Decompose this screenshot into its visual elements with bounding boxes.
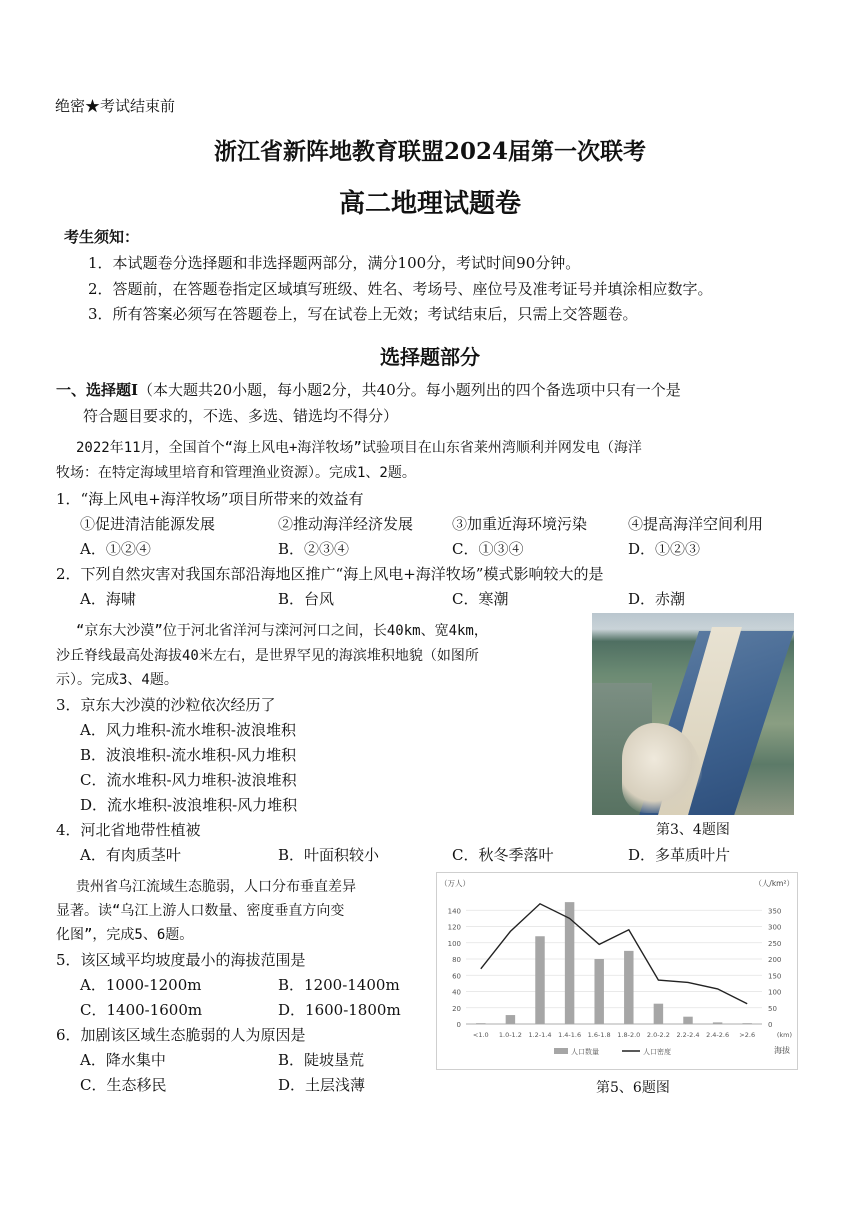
q1-option-c[interactable]: C．①③④ xyxy=(452,540,524,558)
q4-option-d[interactable]: D．多革质叶片 xyxy=(628,846,731,864)
right-axis-unit: （人/km²） xyxy=(754,879,794,888)
left-tick-label: 100 xyxy=(447,939,461,948)
x-tick-label: 1.6-1.8 xyxy=(587,1031,611,1039)
part1-heading-line xyxy=(56,379,681,400)
notice-heading: 考生须知： xyxy=(64,228,140,246)
passage3-line: 化图”，完成5、6题。 xyxy=(56,927,194,943)
x-tick-label: 1.2-1.4 xyxy=(528,1031,552,1039)
chart-caption: 第5、6题图 xyxy=(596,1080,670,1096)
q1-item: ④提高海洋空间利用 xyxy=(628,515,764,533)
q1-option-d[interactable]: D．①②③ xyxy=(628,540,701,558)
q6-option-d[interactable]: D．土层浅薄 xyxy=(278,1076,366,1094)
x-tick-label: 2.4-2.6 xyxy=(706,1031,730,1039)
passage2-line: “京东大沙漠”位于河北省洋河与滦河河口之间，长40km、宽4km， xyxy=(76,623,488,639)
bar-population xyxy=(683,1017,692,1024)
left-tick-label: 80 xyxy=(452,956,461,964)
q1-stem: 1．“海上风电+海洋牧场”项目所带来的效益有 xyxy=(56,490,364,508)
passage3-line: 显著。读“乌江上游人口数量、密度垂直方向变 xyxy=(56,903,345,919)
left-tick-label: 20 xyxy=(452,1004,461,1013)
q3-stem: 3．京东大沙漠的沙粒依次经历了 xyxy=(56,696,276,714)
right-tick-label: 200 xyxy=(768,956,782,964)
legend-swatch-bar xyxy=(554,1048,568,1054)
q5-option-a[interactable]: A．1000-1200m xyxy=(80,976,202,994)
q5-stem: 5．该区域平均坡度最小的海拔范围是 xyxy=(56,951,306,969)
left-tick-label: 140 xyxy=(447,907,461,916)
population-chart xyxy=(436,872,798,1070)
bar-population xyxy=(594,959,603,1024)
q4-option-c[interactable]: C．秋冬季落叶 xyxy=(452,846,554,864)
right-tick-label: 350 xyxy=(768,907,782,916)
notice-item: 3．所有答案必须写在答题卷上，写在试卷上无效；考试结束后，只需上交答题卷。 xyxy=(88,305,638,323)
sand-desert-photo xyxy=(592,613,794,815)
notice-item: 2．答题前，在答题卷指定区域填写班级、姓名、考场号、座位号及准考证号并填涂相应数字。 xyxy=(88,280,713,298)
x-tick-label: 1.8-2.0 xyxy=(617,1031,641,1039)
q5-option-c[interactable]: C．1400-1600m xyxy=(80,1001,203,1019)
right-tick-label: 250 xyxy=(768,939,782,948)
left-tick-label: 120 xyxy=(447,923,461,932)
q3-option-c[interactable]: C．流水堆积-风力堆积-波浪堆积 xyxy=(80,771,297,789)
bar-population xyxy=(476,1023,485,1024)
q3-option-d[interactable]: D．流水堆积-波浪堆积-风力堆积 xyxy=(80,796,298,814)
left-axis-unit: （万人） xyxy=(440,879,470,888)
chart-frame xyxy=(437,873,798,1070)
right-tick-label: 300 xyxy=(768,923,782,932)
q6-stem: 6．加剧该区域生态脆弱的人为原因是 xyxy=(56,1026,306,1044)
legend-label-bar: 人口数量 xyxy=(571,1048,599,1056)
q2-stem: 2．下列自然灾害对我国东部沿海地区推广“海上风电+海洋牧场”模式影响较大的是 xyxy=(56,565,604,583)
q2-option-a[interactable]: A．海啸 xyxy=(80,590,136,608)
legend-label-line: 人口密度 xyxy=(643,1048,671,1056)
left-tick-label: 40 xyxy=(452,988,461,997)
x-tick-label: 1.4-1.6 xyxy=(558,1031,582,1039)
bar-population xyxy=(654,1004,663,1024)
x-tick-label: 1.0-1.2 xyxy=(498,1031,522,1039)
exam-subtitle: 高二地理试题卷 xyxy=(338,189,521,219)
q4-option-a[interactable]: A．有肉质茎叶 xyxy=(80,846,181,864)
left-tick-label: 60 xyxy=(452,972,461,981)
bar-population xyxy=(624,951,633,1024)
right-tick-label: 0 xyxy=(768,1021,773,1029)
right-tick-label: 150 xyxy=(768,972,782,981)
q6-option-c[interactable]: C．生态移民 xyxy=(80,1076,167,1094)
photo-caption: 第3、4题图 xyxy=(656,822,730,838)
right-tick-label: 100 xyxy=(768,988,782,997)
passage1-line: 2022年11月，全国首个“海上风电+海洋牧场”试验项目在山东省莱州湾顺利并网发电（海洋 xyxy=(76,440,642,456)
left-tick-label: 0 xyxy=(456,1021,461,1029)
x-tick-label: 2.2-2.4 xyxy=(676,1031,700,1039)
q2-option-b[interactable]: B．台风 xyxy=(278,590,335,608)
secret-mark: 绝密★考试结束前 xyxy=(55,97,176,115)
part1-heading: 一、选择题Ⅰ xyxy=(56,381,139,399)
x-axis-unit: (km) xyxy=(776,1031,792,1039)
notice-item: 1．本试题卷分选择题和非选择题两部分，满分100分，考试时间90分钟。 xyxy=(88,254,581,272)
q1-item: ①促进清洁能源发展 xyxy=(80,515,216,533)
x-tick-label: 2.0-2.2 xyxy=(646,1031,670,1039)
bar-population xyxy=(535,936,544,1024)
passage3-line: 贵州省乌江流域生态脆弱，人口分布垂直差异 xyxy=(76,879,356,895)
q5-option-d[interactable]: D．1600-1800m xyxy=(278,1001,401,1019)
q1-item: ②推动海洋经济发展 xyxy=(278,515,414,533)
x-axis-label: 海拔 xyxy=(774,1046,790,1055)
q1-option-a[interactable]: A．①②④ xyxy=(80,540,151,558)
passage2-line: 示）。完成3、4题。 xyxy=(56,672,178,688)
q3-option-b[interactable]: B．波浪堆积-流水堆积-风力堆积 xyxy=(80,746,297,764)
x-tick-label: <1.0 xyxy=(472,1031,489,1039)
q2-option-d[interactable]: D．赤潮 xyxy=(628,590,686,608)
q5-option-b[interactable]: B．1200-1400m xyxy=(278,976,400,994)
right-tick-label: 50 xyxy=(768,1004,777,1013)
q4-option-b[interactable]: B．叶面积较小 xyxy=(278,846,380,864)
q6-option-b[interactable]: B．陡坡垦荒 xyxy=(278,1051,365,1069)
passage2-line: 沙丘脊线最高处海拔40米左右，是世界罕见的海滨堆积地貌（如图所 xyxy=(56,648,479,664)
passage1-line: 牧场：在特定海域里培育和管理渔业资源）。完成1、2题。 xyxy=(56,465,416,481)
q4-stem: 4．河北省地带性植被 xyxy=(56,821,201,839)
section-title: 选择题部分 xyxy=(380,345,480,369)
bar-population xyxy=(506,1015,515,1024)
exam-title: 浙江省新阵地教育联盟2024届第一次联考 xyxy=(213,138,646,165)
part1-desc-2: 符合题目要求的，不选、多选、错选均不得分） xyxy=(83,407,399,425)
x-tick-label: >2.6 xyxy=(739,1031,756,1039)
q2-option-c[interactable]: C．寒潮 xyxy=(452,590,509,608)
bar-population xyxy=(742,1023,751,1024)
q1-item: ③加重近海环境污染 xyxy=(452,515,588,533)
bar-population xyxy=(713,1022,722,1024)
q6-option-a[interactable]: A．降水集中 xyxy=(80,1051,166,1069)
q1-option-b[interactable]: B．②③④ xyxy=(278,540,350,558)
part1-desc: （本大题共20小题，每小题2分，共40分。每小题列出的四个备选项中只有一个是 xyxy=(138,381,681,399)
q3-option-a[interactable]: A．风力堆积-流水堆积-波浪堆积 xyxy=(80,721,296,739)
